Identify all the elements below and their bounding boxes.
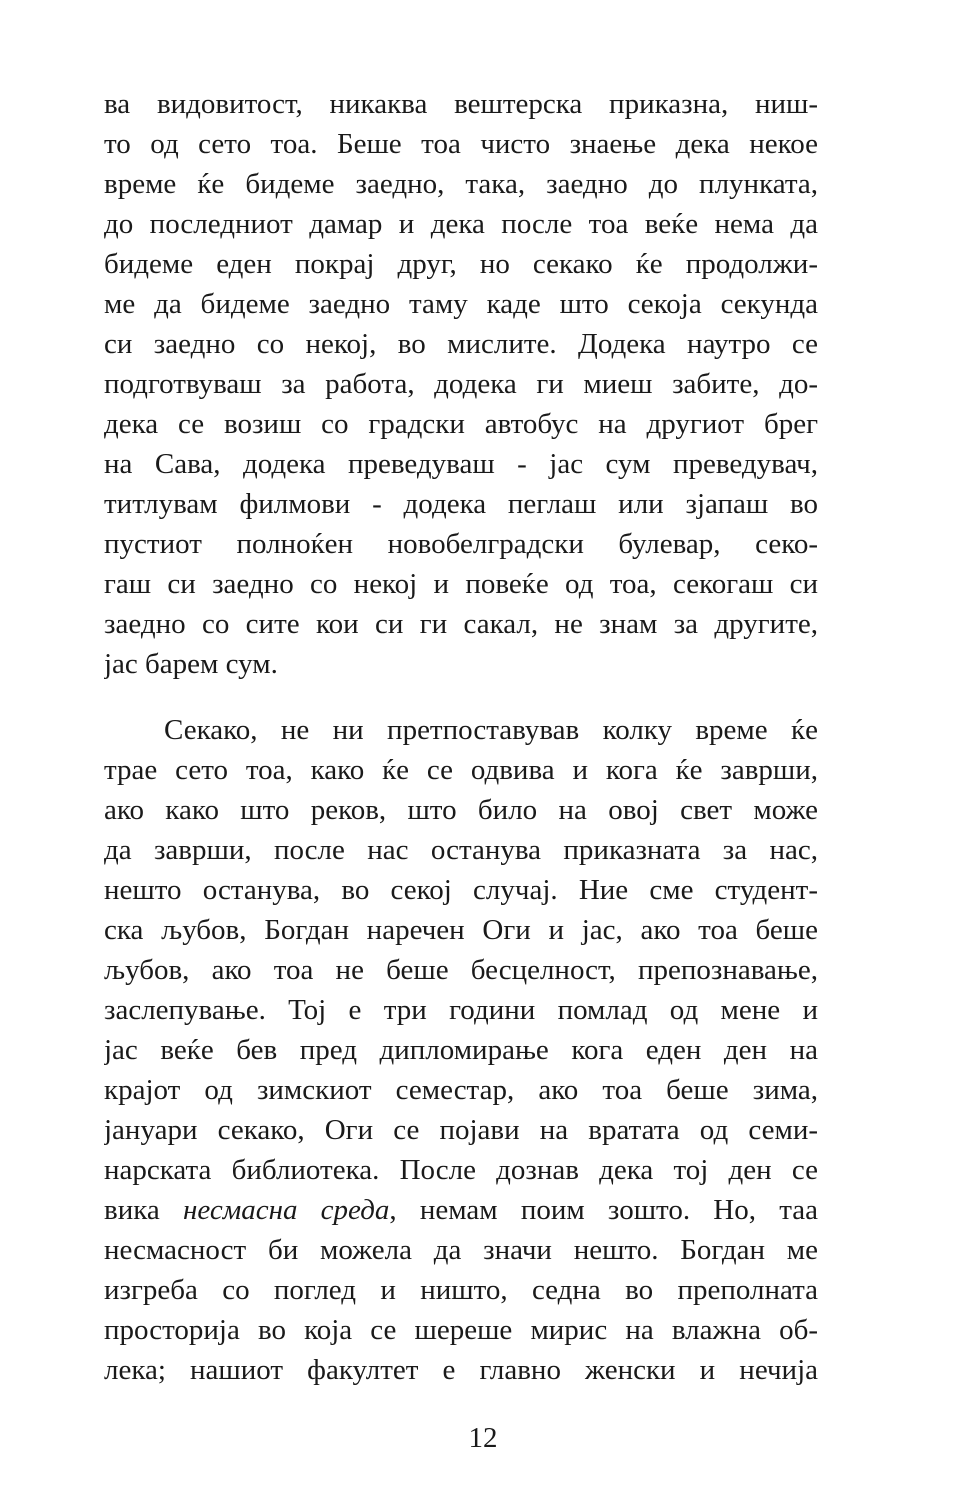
text-line: ска љубов, Богдан наречен Оги и јас, ако тоа беше — [104, 914, 818, 946]
page-body — [104, 84, 818, 1390]
text-segment: вика — [104, 1194, 183, 1226]
text-segment: , немам поим зошто. Но, таа — [389, 1194, 818, 1226]
text-line: лека; нашиот факултет е главно женски и нечија — [104, 1354, 818, 1386]
text-line: време ќе бидеме заедно, така, заедно до плунката, — [104, 168, 818, 200]
text-line: бидеме еден покрај друг, но секако ќе продолжи- — [104, 248, 818, 280]
text-line: изгреба со поглед и ништо, седна во преполната — [104, 1274, 818, 1306]
paragraph-gap — [104, 684, 818, 710]
text-line: јас веќе бев пред дипломирање кога еден ден на — [104, 1034, 818, 1066]
text-line: нешто останува, во секој случај. Ние сме студент- — [104, 874, 818, 906]
page-number: 12 — [468, 1422, 498, 1454]
text-line: заедно со сите кои си ги сакал, не знам за другите, — [104, 608, 818, 640]
text-line: да заврши, после нас останува приказната за нас, — [104, 834, 818, 866]
text-line: заслепување. Тој е три години помлад од мене и — [104, 994, 818, 1026]
text-line — [104, 1190, 818, 1230]
paragraph-1 — [104, 84, 818, 684]
text-line: јануари секако, Оги се појави на вратата од семи- — [104, 1114, 818, 1146]
text-line: несмасност би можела да значи нешто. Богдан ме — [104, 1234, 818, 1266]
text-line: трае сето тоа, како ќе се одвива и кога ќе заврши, — [104, 754, 818, 786]
text-line: јас барем сум. — [104, 648, 278, 680]
text-line: Секако, не ни претпоставував колку време ќе — [164, 714, 818, 746]
text-line: титлувам филмови - додека пеглаш или зјапаш во — [104, 488, 818, 520]
text-line: дека се возиш со градски автобус на другиот брег — [104, 408, 818, 440]
text-line: си заедно со некој, во мислите. Додека наутро се — [104, 328, 818, 360]
italic-phrase: несмасна среда — [182, 1194, 390, 1226]
text-line: нарската библиотека. После дознав дека тој ден се — [104, 1154, 818, 1186]
paragraph-2 — [104, 710, 818, 1390]
text-line: гаш си заедно со некој и повеќе од тоа, секогаш си — [104, 568, 818, 600]
text-line: љубов, ако тоа не беше бесцелност, препознавање, — [104, 954, 818, 986]
text-line: то од сето тоа. Беше тоа чисто знаење дека некое — [104, 128, 818, 160]
text-line: на Сава, додека преведуваш - јас сум преведувач, — [104, 448, 818, 480]
text-line: ва видовитост, никаква вештерска приказна, ниш- — [104, 88, 818, 120]
text-line: ме да бидеме заедно таму каде што секоја секунда — [104, 288, 818, 320]
text-line: крајот од зимскиот семестар, ако тоа беше зима, — [104, 1074, 818, 1106]
text-line: пустиот полноќен новобелградски булевар, секо- — [104, 528, 818, 560]
text-line: просторија во која се шереше мирис на влажна об- — [104, 1314, 818, 1346]
text-line: до последниот дамар и дека после тоа веќе нема да — [104, 208, 818, 240]
text-line: ако како што реков, што било на овој свет може — [104, 794, 818, 826]
text-line: подготвуваш за работа, додека ги миеш забите, до- — [104, 368, 818, 400]
